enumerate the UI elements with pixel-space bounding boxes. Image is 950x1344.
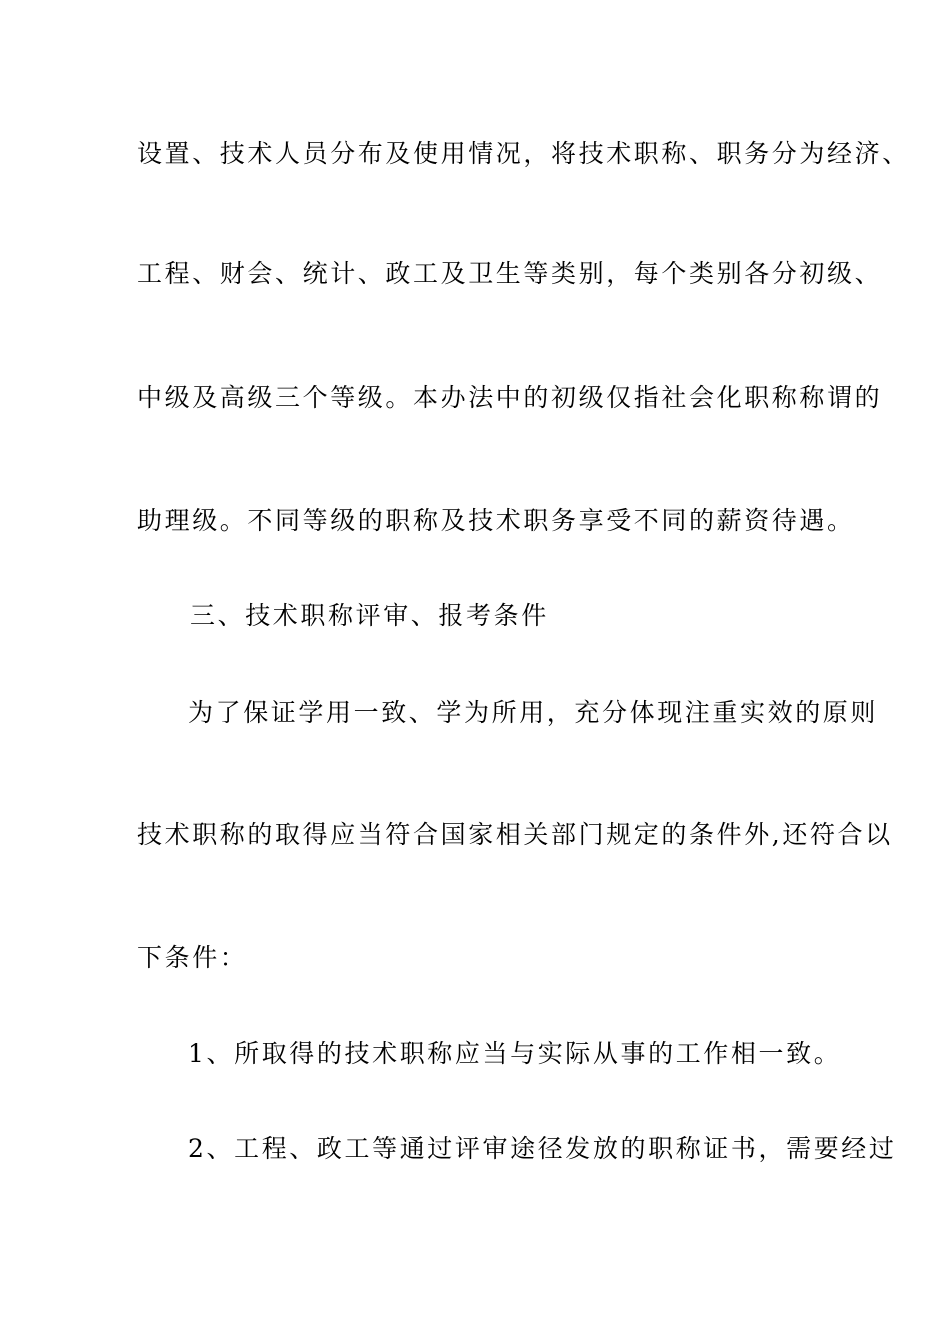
paragraph-line-4: 助理级。不同等级的职称及技术职务享受不同的薪资待遇。 [137, 506, 855, 535]
paragraph-line-5: 为了保证学用一致、学为所用，充分体现注重实效的原则 [188, 698, 879, 727]
list-item-2: 2、工程、政工等通过评审途径发放的职称证书，需要经过 [188, 1134, 897, 1163]
paragraph-line-3: 中级及高级三个等级。本办法中的初级仅指社会化职称称谓的 [137, 383, 883, 412]
paragraph-line-1: 设置、技术人员分布及使用情况，将技术职称、职务分为经济、 [137, 139, 910, 168]
list-item-1: 1、所取得的技术职称应当与实际从事的工作相一致。 [188, 1039, 842, 1068]
paragraph-line-2: 工程、财会、统计、政工及卫生等类别，每个类别各分初级、 [137, 259, 883, 288]
paragraph-line-7: 下条件： [137, 943, 248, 972]
section-heading: 三、技术职称评审、报考条件 [190, 601, 549, 630]
paragraph-line-6: 技术职称的取得应当符合国家相关部门规定的条件外,还符合以 [137, 820, 893, 849]
